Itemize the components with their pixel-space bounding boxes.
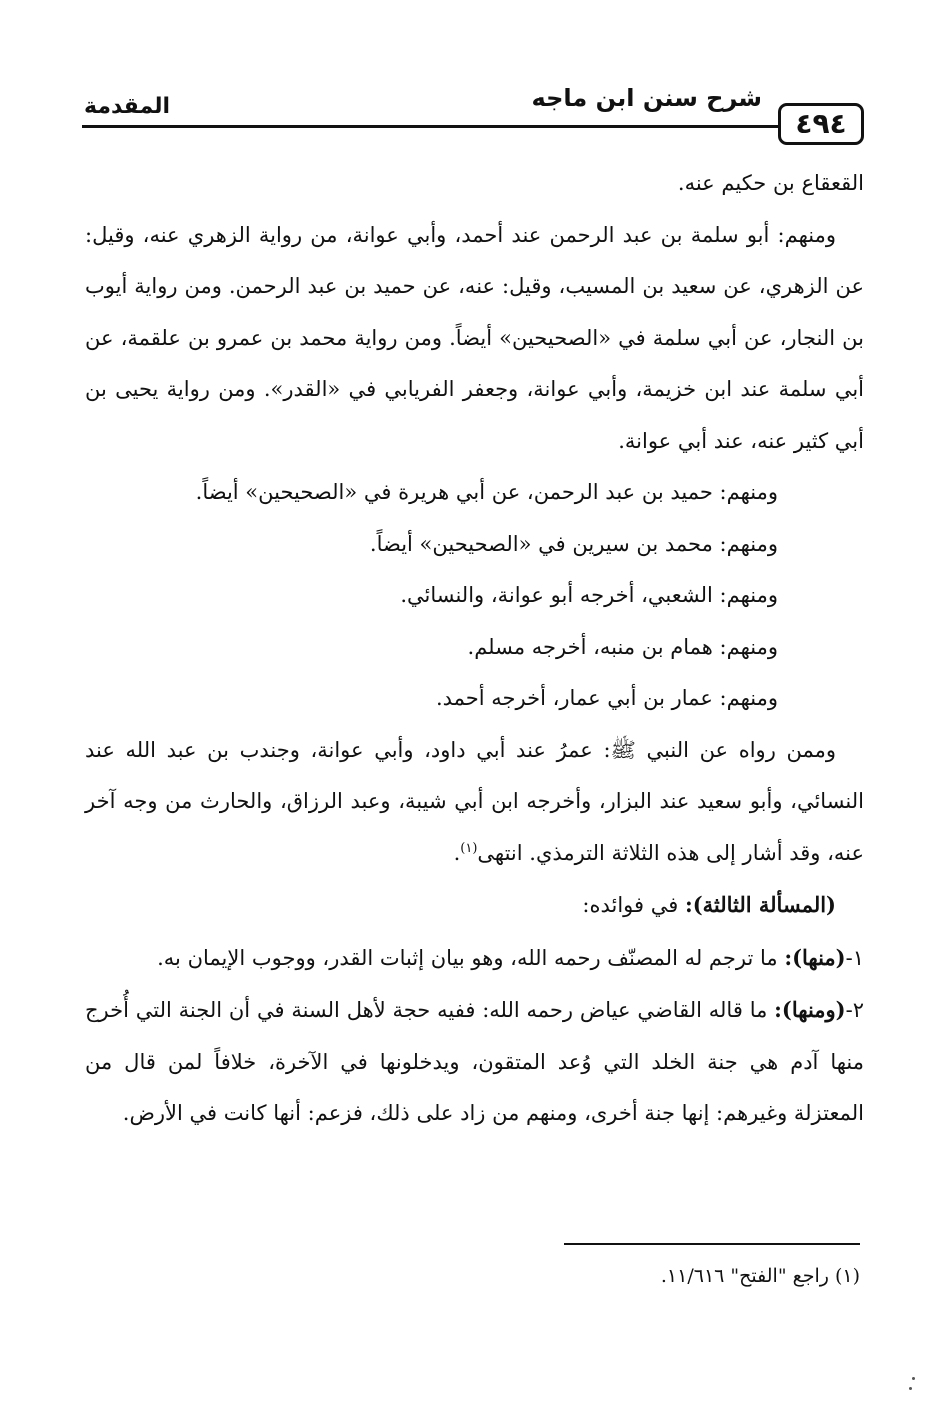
paragraph-text: ما ترجم له المصنّف رحمه الله، وهو بيان إثبات القدر، ووجوب الإيمان به. [157,945,785,970]
page-number: ٤٩٤ [795,107,847,140]
paragraph-text: ومنهم: أبو سلمة بن عبد الرحمن عند أحمد، وأبي عوانة، من رواية الزهري عنه، وقيل: عن الزهري، عن سعيد بن المسيب، وقيل: عنه، عن حميد بن عبد الرحمن. ومن رواية أيوب بن النجار، عن أبي سلمة في «الصحيحين» أيضاً. ومن رواية محمد بن عمرو بن علقمة، عن أبي سلمة عند ابن خزيمة، وأبي عوانة، وجعفر الفريابي في «القدر». ومن رواية يحيى بن أبي كثير عنه، عند أبي عوانة. [85,222,864,453]
paragraph-text: في فوائده: [582,893,685,917]
paragraph-text: ومنهم: الشعبي، أخرجه أبو عوانة، والنسائي. [400,583,778,607]
paragraph-tail: . [453,840,461,865]
section-title: المقدمة [84,94,171,119]
paragraph [85,879,864,932]
paragraph [85,519,864,571]
footnote-ref[interactable]: (١) [460,840,478,856]
item-heading: (منها): [784,944,846,970]
header-rule [82,125,778,128]
paragraph-text: ومنهم: محمد بن سيرين في «الصحيحين» أيضاً. [369,531,778,556]
paragraph-text: القعقاع بن حكيم عنه. [677,171,864,195]
paragraph [85,158,864,210]
scan-speck [909,1387,912,1390]
paragraph [85,467,864,519]
item-number: ١- [845,945,864,970]
paragraph-text: وممن رواه عن النبي ﷺ: عمرُ عند أبي داود، وأبي عوانة، وجندب بن عبد الله عند النسائي، وأبو سعيد عند البزار، وأخرجه ابن أبي شيبة، وعبد الرزاق، والحارث من وجه آخر عنه، وقد أشار إلى هذه الثلاثة الترمذي. انتهى [85,737,864,865]
book-title: شرح سنن ابن ماجه [531,84,762,112]
paragraph-text: ومنهم: عمار بن أبي عمار، أخرجه أحمد. [435,686,778,710]
footnote: (١) راجع "الفتح" ١١/٦١٦. [660,1265,860,1287]
paragraph-text: ومنهم: همام بن منبه، أخرجه مسلم. [467,634,778,659]
paragraph-text: ما قاله القاضي عياض رحمه الله: ففيه حجة لأهل السنة في أن الجنة التي أُخرج منها آدم هي جنة الخلد التي وُعد المتقون، ويدخلونها في الآخرة، خلافاً لمن قال من المعتزلة وغيرهم: إنها جنة أخرى، ومنهم من زاد على ذلك، فزعم: أنها كانت في الأرض. [85,998,864,1125]
numbered-paragraph [85,932,864,985]
numbered-paragraph [85,984,864,1140]
item-number: ٢- [845,998,864,1022]
footnote-rule [564,1243,860,1245]
item-heading: (ومنها): [774,997,846,1022]
paragraph [85,570,864,622]
paragraph [85,210,864,468]
body-text [85,158,864,1140]
scan-speck [912,1377,915,1380]
paragraph [85,725,864,880]
paragraph [85,622,864,674]
paragraph-text: ومنهم: حميد بن عبد الرحمن، عن أبي هريرة في «الصحيحين» أيضاً. [195,480,778,504]
paragraph [85,673,864,725]
page-number-box [778,103,864,145]
issue-heading: (المسألة الثالثة): [684,892,836,917]
